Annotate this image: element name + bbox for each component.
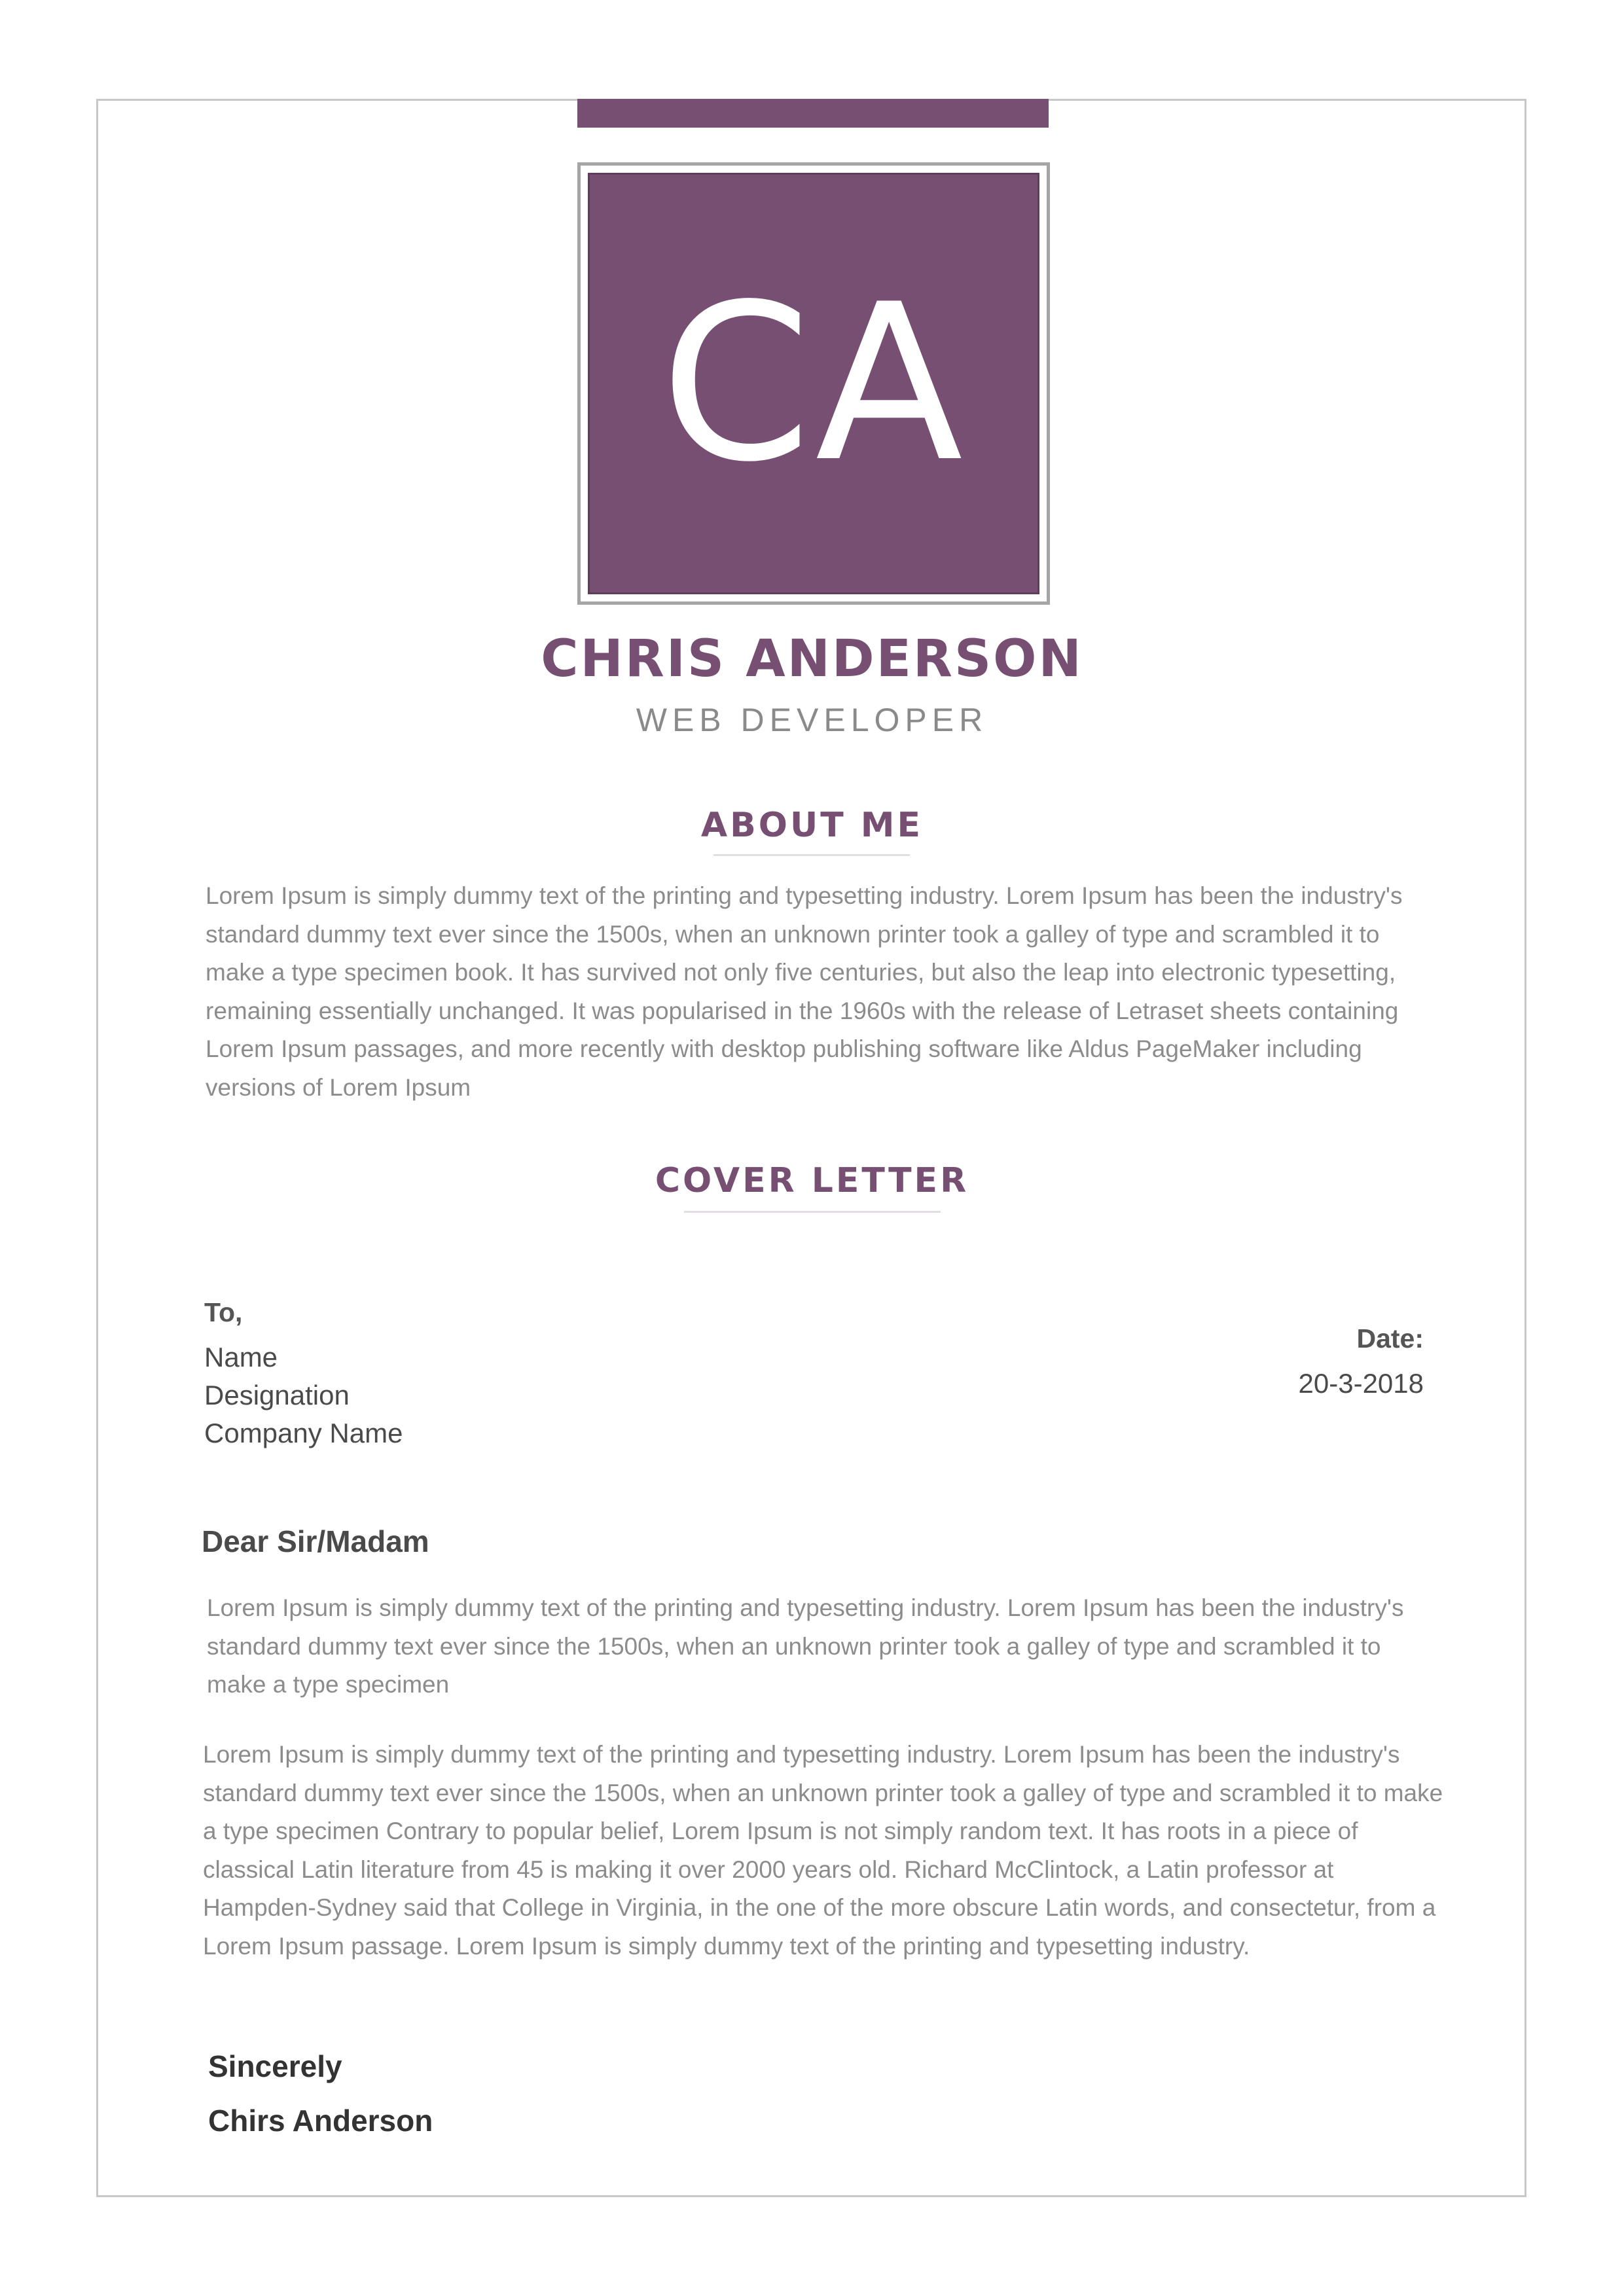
monogram-box — [588, 173, 1039, 594]
about-me-text: Lorem Ipsum is simply dummy text of the printing and typesetting industry. Lorem Ipsum has been the industry's standard dummy text ever since the 1500s, when an unknown printer took a galley of type and scrambled it to make a type specimen book. It has survived not only five centuries, but also the leap into electronic typesetting, remaining essentially unchanged. It was popularised in the 1960s with the release of Letraset sheets containing Lorem Ipsum passages, and more recently with desktop publishing software like Aldus PageMaker including versions of Lorem Ipsum — [206, 882, 1403, 1101]
date-label: Date: — [1356, 1323, 1424, 1354]
signature-name: Chirs Anderson — [208, 2104, 433, 2138]
recipient-designation: Designation — [204, 1380, 350, 1410]
salutation: Dear Sir/Madam — [202, 1524, 429, 1558]
candidate-role: WEB DEVELOPER — [636, 702, 988, 738]
monogram-text: CA — [660, 258, 967, 509]
recipient-block — [204, 1338, 403, 1452]
about-me-underline — [713, 854, 910, 856]
to-label: To, — [204, 1297, 243, 1327]
cover-letter-underline — [684, 1211, 941, 1213]
letter-paragraph-2: Lorem Ipsum is simply dummy text of the printing and typesetting industry. Lorem Ipsum has been the industry's standard dummy text ever since the 1500s, when an unknown printer took a galley of type and scrambled it to make a type specimen Contrary to popular belief, Lorem Ipsum is not simply random text. It has roots in a piece of classical Latin literature from 45 is making it over 2000 years old. Richard McClintock, a Latin professor at Hampden-Sydney said that College in Virginia, in the one of the more obscure Latin words, and consectetur, from a Lorem Ipsum passage. Lorem Ipsum is simply dummy text of the printing and typesetting industry. — [203, 1741, 1443, 1960]
about-me-heading: ABOUT ME — [700, 806, 924, 845]
header-accent-bar — [577, 99, 1049, 128]
recipient-name: Name — [204, 1342, 278, 1372]
recipient-company: Company Name — [204, 1418, 403, 1448]
date-value: 20-3-2018 — [1298, 1368, 1424, 1399]
candidate-name: CHRIS ANDERSON — [541, 630, 1083, 689]
closing: Sincerely — [208, 2049, 342, 2083]
letter-paragraph-1: Lorem Ipsum is simply dummy text of the printing and typesetting industry. Lorem Ipsum has been the industry's standard dummy text ever since the 1500s, when an unknown printer took a galley of type and scrambled it to make a type specimen — [207, 1594, 1404, 1698]
cover-letter-heading: COVER LETTER — [655, 1161, 969, 1200]
